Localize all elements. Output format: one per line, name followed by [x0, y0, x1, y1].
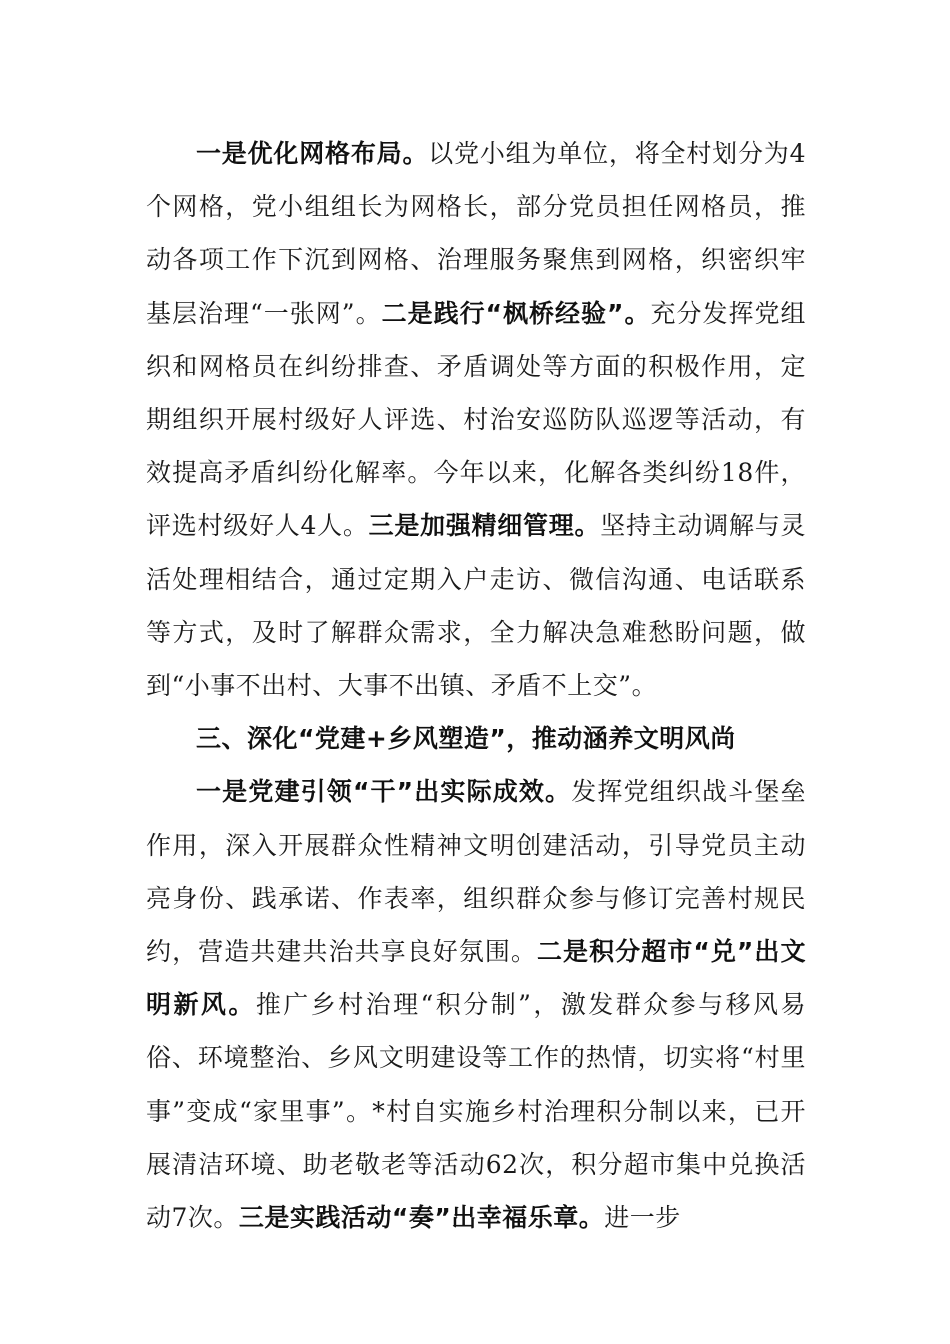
- point-1-text: 以党小组为单位，将全村划分为4个网格，党小组组长为网格长，部分党员担任网格员，推动各项工作下沉到网格、治理服务聚焦到网格，织密织牢基层治理“一张网”。: [146, 139, 806, 328]
- point-3-title: 三是加强精细管理。: [368, 511, 601, 541]
- point-2-text: 充分发挥党组织和网格员在纠纷排查、矛盾调处等方面的积极作用，定期组织开展村级好人评选、村治安巡防队巡逻等活动，有效提高矛盾纠纷化解率。今年以来，化解各类纠纷18件，评选村级好人4人。: [146, 298, 806, 541]
- point-2-text: 推广乡村治理“积分制”，激发群众参与移风易俗、环境整治、乡风文明建设等工作的热情，切实将“村里事”变成“家里事”。*村自实施乡村治理积分制以来，已开展清洁环境、助老敬老等活动62次，积分超市集中兑换活动7次。: [146, 990, 806, 1233]
- section-heading-3: 三、深化“党建+乡风塑造”，推动涵养文明风尚: [196, 724, 736, 754]
- body-text: [146, 127, 806, 1244]
- paragraph-civilization: [146, 765, 806, 1244]
- point-3-text: 坚持主动调解与灵活处理相结合，通过定期入户走访、微信沟通、电话联系等方式，及时了解群众需求，全力解决急难愁盼问题，做到“小事不出村、大事不出镇、矛盾不上交”。: [146, 511, 806, 701]
- point-3-text: 进一步: [604, 1203, 681, 1233]
- point-1-text: 发挥党组织战斗堡垒作用，深入开展群众性精神文明创建活动，引导党员主动亮身份、践承诺、作表率，组织群众参与修订完善村规民约，营造共建共治共享良好氛围。: [146, 777, 806, 967]
- point-2-title: 二是积分超市“兑”出文明新风。: [146, 937, 806, 1020]
- point-1-title: 一是党建引领“干”出实际成效。: [196, 777, 572, 807]
- point-2-title: 二是践行“枫桥经验”。: [381, 298, 651, 328]
- point-1-title: 一是优化网格布局。: [196, 139, 429, 168]
- point-3-title: 三是实践活动“奏”出幸福乐章。: [238, 1203, 605, 1233]
- paragraph-grid-governance: [146, 127, 806, 712]
